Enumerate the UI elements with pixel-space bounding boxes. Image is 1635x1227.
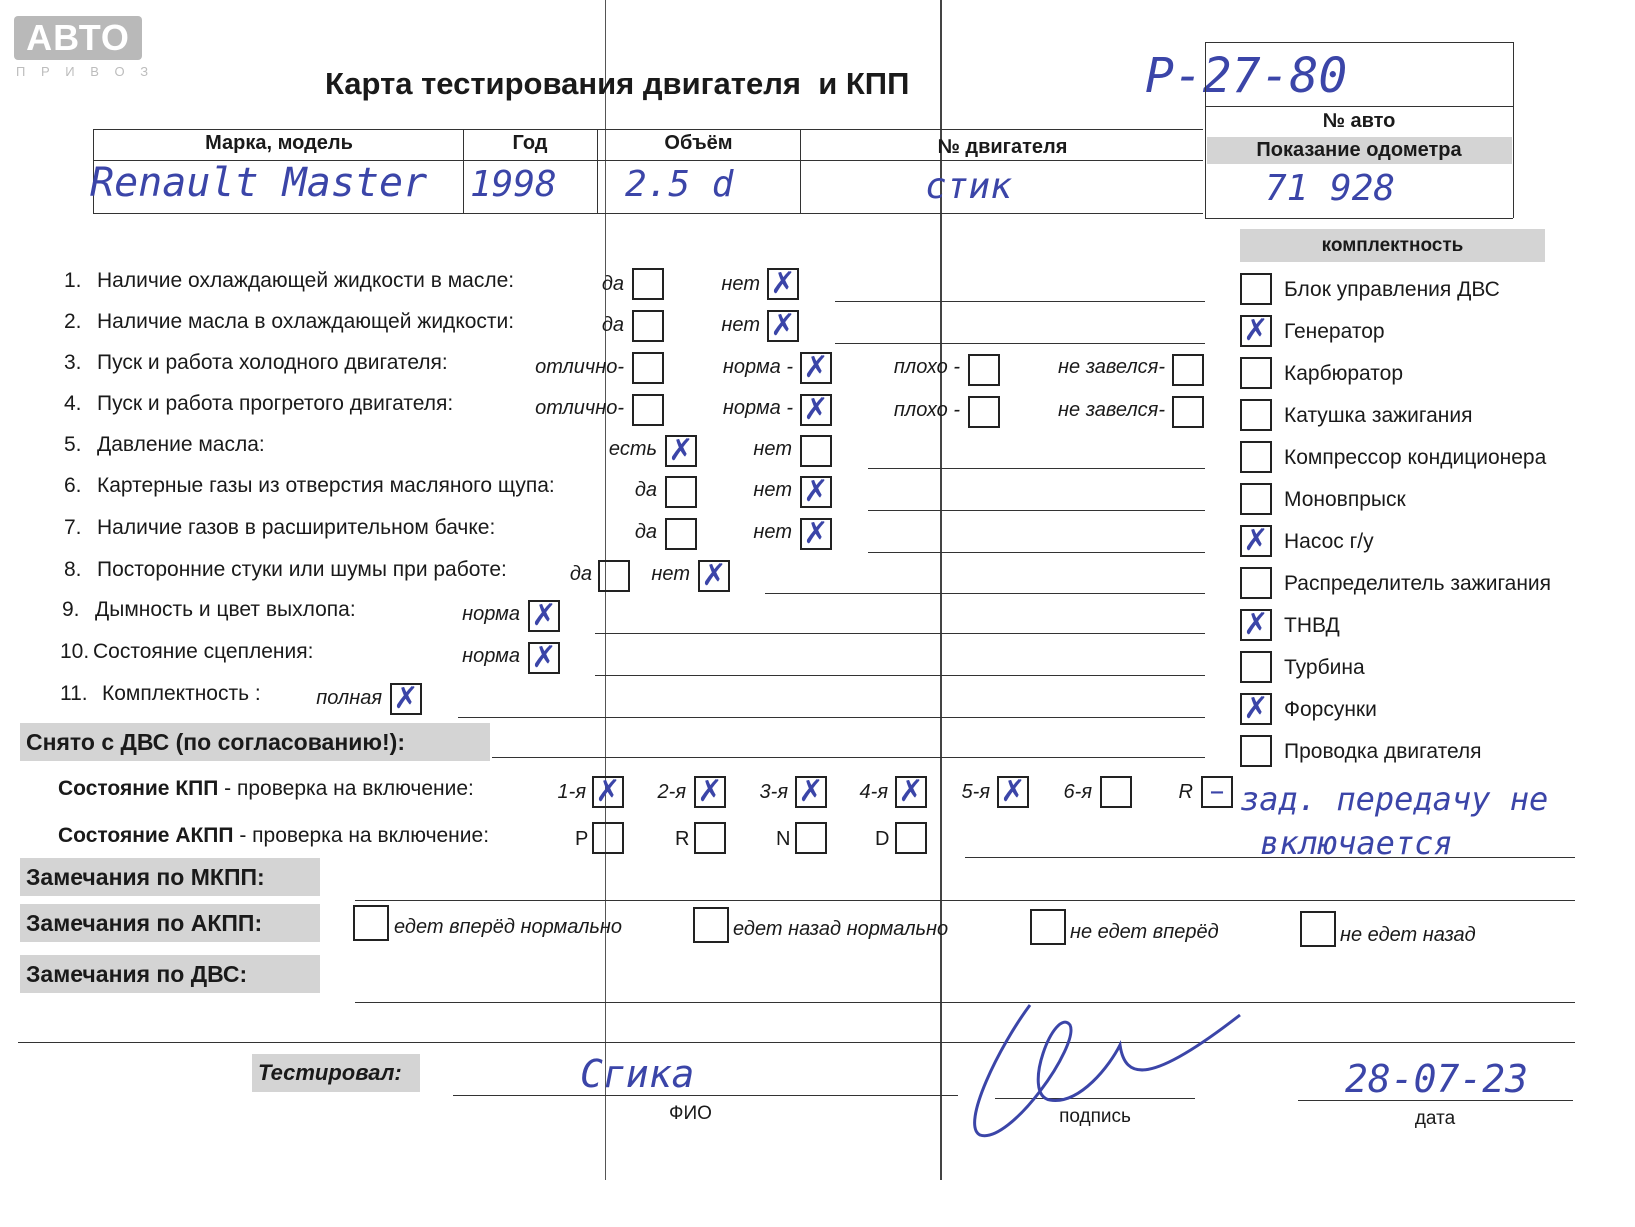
check-opt: не завелся-	[1058, 399, 1165, 421]
check-mark: ✗	[803, 350, 829, 385]
kit-mark: ✗	[1243, 523, 1269, 558]
kpp-label-bold: Состояние КПП	[58, 777, 219, 800]
check-mark: ✗	[531, 598, 557, 633]
fill-line	[595, 633, 1205, 634]
remarks-dvs: Замечания по ДВС:	[20, 955, 320, 993]
check-opt: нет	[753, 438, 792, 460]
akpp-label	[58, 824, 489, 848]
check-box[interactable]	[1172, 396, 1204, 428]
kit-box[interactable]	[1240, 399, 1272, 431]
check-opt: плохо -	[893, 356, 960, 378]
fill-line	[868, 552, 1205, 553]
kit-box[interactable]	[1240, 735, 1272, 767]
fill-line	[765, 593, 1205, 594]
check-label: Дымность и цвет выхлопа:	[95, 598, 356, 621]
akpp-box[interactable]	[795, 822, 827, 854]
check-opt: нет	[753, 521, 792, 543]
check-num: 1.	[64, 269, 82, 292]
check-opt: норма -	[722, 356, 793, 378]
check-box[interactable]	[665, 476, 697, 508]
kit-label: Компрессор кондиционера	[1284, 446, 1547, 469]
check-box[interactable]	[528, 600, 560, 632]
fill-line	[835, 343, 1205, 344]
watermark-logo-text: АВТО	[26, 17, 130, 58]
akpp-remark-opt: едет вперёд нормально	[394, 916, 623, 938]
gear-box[interactable]	[997, 776, 1029, 808]
check-opt: нет	[721, 314, 760, 336]
header-engine-no: № двигателя	[937, 136, 1068, 158]
check-opt: нет	[721, 273, 760, 295]
check-mark: ✗	[531, 640, 557, 675]
kit-label: Генератор	[1284, 320, 1385, 343]
check-opt: отлично-	[535, 397, 624, 419]
akpp-remark-box[interactable]	[693, 907, 729, 943]
kpp-label	[58, 777, 474, 801]
check-mark: ✗	[770, 308, 796, 343]
check-box[interactable]	[968, 396, 1000, 428]
akpp-remark-box[interactable]	[1030, 909, 1066, 945]
watermark-logo	[14, 16, 142, 60]
check-box[interactable]	[665, 518, 697, 550]
check-num: 8.	[64, 558, 82, 581]
gear-mark: –	[1209, 774, 1225, 809]
check-box[interactable]	[632, 310, 664, 342]
check-mark: ✗	[803, 392, 829, 427]
check-label: Пуск и работа прогретого двигателя:	[97, 392, 454, 415]
fill-line	[835, 301, 1205, 302]
akpp-remark-box[interactable]	[1300, 911, 1336, 947]
check-mark: ✗	[701, 558, 727, 593]
gear-label: 2-я	[657, 781, 686, 803]
fill-line	[18, 1042, 1575, 1043]
header-year: Год	[512, 132, 548, 154]
check-box[interactable]	[800, 394, 832, 426]
kit-box[interactable]	[1240, 693, 1272, 725]
page-title: Карта тестирования двигателя и КПП	[325, 66, 910, 101]
check-box[interactable]	[632, 268, 664, 300]
check-label: Наличие газов в расширительном бачке:	[97, 516, 496, 539]
tested-label: Тестировал:	[252, 1054, 420, 1092]
value-engine-no: стик	[925, 166, 1012, 207]
check-box[interactable]	[665, 435, 697, 467]
kit-box[interactable]	[1240, 609, 1272, 641]
signature-scrawl	[960, 985, 1250, 1145]
value-model: Renault Master	[90, 160, 428, 206]
kit-box[interactable]	[1240, 567, 1272, 599]
header-model: Марка, модель	[205, 132, 353, 154]
kit-label: Катушка зажигания	[1284, 404, 1473, 427]
kit-box[interactable]	[1240, 357, 1272, 389]
check-num: 9.	[62, 598, 80, 621]
check-opt: нет	[753, 479, 792, 501]
gear-mark: ✗	[697, 774, 723, 809]
check-label: Наличие масла в охлаждающей жидкости:	[97, 310, 515, 333]
kit-label: Карбюратор	[1284, 362, 1404, 385]
kit-label: Турбина	[1284, 656, 1365, 679]
value-volume: 2.5 d	[625, 164, 734, 205]
check-mark: ✗	[668, 433, 694, 468]
check-opt: да	[569, 563, 592, 585]
gear-mark: ✗	[898, 774, 924, 809]
gear-box[interactable]	[795, 776, 827, 808]
check-num: 7.	[64, 516, 82, 539]
check-num: 5.	[64, 433, 82, 456]
remarks-mkpp: Замечания по МКПП:	[20, 858, 320, 896]
fill-line	[868, 510, 1205, 511]
check-box[interactable]	[767, 310, 799, 342]
kit-mark: ✗	[1243, 313, 1269, 348]
akpp-pos-label: R	[675, 828, 690, 850]
kit-box[interactable]	[1240, 483, 1272, 515]
fill-line	[355, 900, 1575, 901]
akpp-pos-label: D	[875, 828, 890, 850]
akpp-label-rest: - проверка на включение:	[233, 824, 490, 847]
akpp-remark-opt: не едет вперёд	[1070, 921, 1219, 943]
signature-label: подпись	[1059, 1106, 1131, 1127]
fill-line	[868, 468, 1205, 469]
check-num: 10.	[60, 640, 90, 663]
handwritten-id: Р-27-80	[1145, 48, 1348, 104]
check-opt: норма -	[722, 397, 793, 419]
akpp-remark-opt: едет назад нормально	[733, 918, 949, 940]
check-mark: ✗	[770, 266, 796, 301]
check-label: Пуск и работа холодного двигателя:	[97, 351, 448, 374]
check-label: Давление масла:	[97, 433, 265, 456]
gear-box[interactable]	[1100, 776, 1132, 808]
check-box[interactable]	[800, 352, 832, 384]
akpp-box[interactable]	[592, 822, 624, 854]
check-opt: да	[601, 314, 624, 336]
kit-mark: ✗	[1243, 691, 1269, 726]
akpp-box[interactable]	[895, 822, 927, 854]
check-label: Комплектность :	[102, 682, 261, 705]
kit-label: Блок управления ДВС	[1284, 278, 1500, 301]
check-mark: ✗	[803, 516, 829, 551]
check-num: 3.	[64, 351, 82, 374]
check-box[interactable]	[632, 394, 664, 426]
check-num: 6.	[64, 474, 82, 497]
check-box[interactable]	[800, 518, 832, 550]
check-box[interactable]	[767, 268, 799, 300]
check-box[interactable]	[698, 560, 730, 592]
akpp-pos-label: P	[575, 828, 589, 850]
check-label: Наличие охлаждающей жидкости в масле:	[97, 269, 515, 292]
fill-line	[965, 857, 1575, 858]
fill-line	[595, 675, 1205, 676]
remarks-akpp: Замечания по АКПП:	[20, 904, 320, 942]
check-num: 11.	[60, 682, 88, 705]
removed-label: Снято с ДВС (по согласованию!):	[20, 723, 490, 761]
gear-label: 5-я	[961, 781, 990, 803]
kit-box[interactable]	[1240, 315, 1272, 347]
check-opt: не завелся-	[1058, 356, 1165, 378]
gear-label: R	[1178, 781, 1193, 803]
akpp-label-bold: Состояние АКПП	[58, 824, 234, 847]
akpp-pos-label: N	[776, 828, 791, 850]
check-label: Состояние сцепления:	[93, 640, 314, 663]
check-label: Картерные газы из отверстия масляного щупа:	[97, 474, 555, 497]
date-label: дата	[1414, 1108, 1456, 1129]
check-opt: да	[634, 521, 657, 543]
check-label: Посторонние стуки или шумы при работе:	[97, 558, 507, 581]
fill-line	[492, 757, 1205, 758]
check-opt: да	[601, 273, 624, 295]
kit-label: Насос г/у	[1284, 530, 1374, 553]
check-box[interactable]	[1172, 354, 1204, 386]
kit-box[interactable]	[1240, 273, 1272, 305]
gear-box[interactable]	[694, 776, 726, 808]
gear-label: 4-я	[859, 781, 888, 803]
header-odometer: Показание одометра	[1256, 139, 1462, 161]
fill-line	[458, 717, 1205, 718]
tester-name: Сгика	[580, 1052, 695, 1096]
check-box[interactable]	[632, 352, 664, 384]
kit-label: Распределитель зажигания	[1284, 572, 1552, 595]
check-opt: нет	[651, 563, 690, 585]
kpp-label-rest: - проверка на включение:	[218, 777, 474, 800]
header-volume: Объём	[664, 132, 733, 154]
check-num: 2.	[64, 310, 82, 333]
check-opt: полная	[316, 687, 382, 709]
value-year: 1998	[470, 164, 557, 205]
check-box[interactable]	[528, 642, 560, 674]
kit-box[interactable]	[1240, 651, 1272, 683]
gear-box[interactable]	[1201, 776, 1233, 808]
check-opt: плохо -	[893, 399, 960, 421]
komplekt-title: комплектность	[1321, 235, 1464, 256]
gear-box[interactable]	[592, 776, 624, 808]
gear-label: 1-я	[557, 781, 586, 803]
check-opt: отлично-	[535, 356, 624, 378]
check-mark: ✗	[393, 681, 419, 716]
kit-box[interactable]	[1240, 525, 1272, 557]
kit-label: Форсунки	[1284, 698, 1377, 721]
check-box[interactable]	[800, 476, 832, 508]
fio-label: ФИО	[669, 1103, 712, 1124]
check-opt: да	[634, 479, 657, 501]
check-opt: норма	[462, 603, 520, 625]
kit-mark: ✗	[1243, 607, 1269, 642]
check-mark: ✗	[803, 474, 829, 509]
check-opt: норма	[462, 645, 520, 667]
check-num: 4.	[64, 392, 82, 415]
kpp-note-2: включается	[1260, 824, 1453, 862]
akpp-box[interactable]	[694, 822, 726, 854]
akpp-remark-box[interactable]	[353, 905, 389, 941]
gear-mark: ✗	[595, 774, 621, 809]
gear-mark: ✗	[798, 774, 824, 809]
gear-label: 6-я	[1063, 781, 1092, 803]
check-box[interactable]	[968, 354, 1000, 386]
header-auto-no: № авто	[1322, 110, 1396, 132]
check-box[interactable]	[390, 683, 422, 715]
kit-label: Моновпрыск	[1284, 488, 1406, 511]
watermark-sub: П Р И В О З	[16, 64, 155, 79]
check-opt: есть	[608, 438, 657, 460]
date-value: 28-07-23	[1345, 1057, 1529, 1101]
kpp-note-1: зад. передачу не	[1240, 780, 1549, 818]
gear-mark: ✗	[1000, 774, 1026, 809]
gear-box[interactable]	[895, 776, 927, 808]
kit-label: ТНВД	[1284, 614, 1340, 637]
value-odometer: 71 928	[1265, 168, 1396, 209]
fio-line	[453, 1095, 958, 1096]
check-box[interactable]	[800, 435, 832, 467]
gear-label: 3-я	[759, 781, 788, 803]
kit-label: Проводка двигателя	[1284, 740, 1482, 763]
check-box[interactable]	[598, 560, 630, 592]
kit-box[interactable]	[1240, 441, 1272, 473]
akpp-remark-opt: не едет назад	[1340, 924, 1476, 946]
